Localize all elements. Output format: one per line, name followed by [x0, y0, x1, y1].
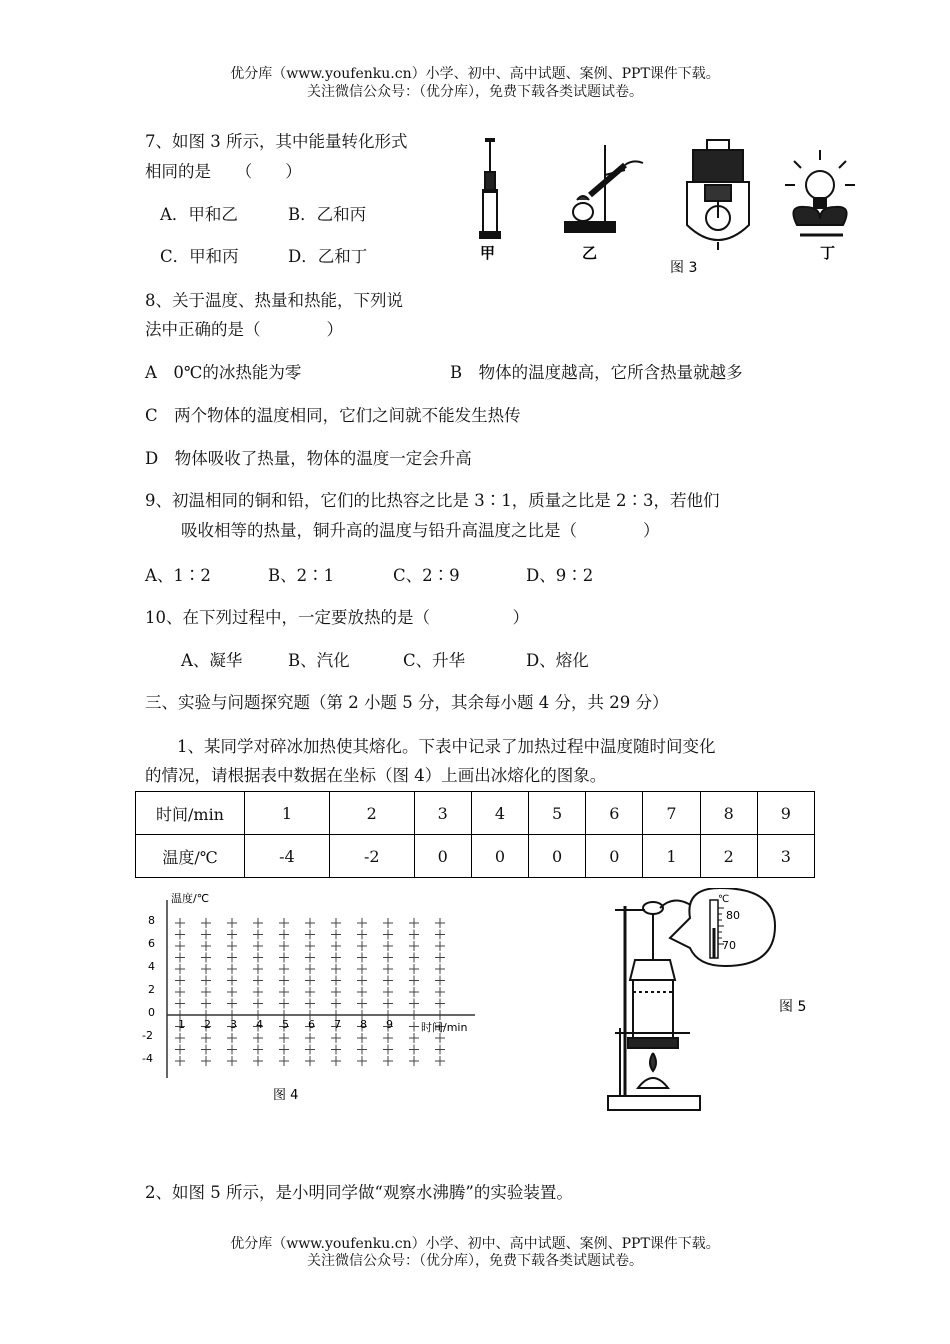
fig4-y-tick: 2: [148, 983, 155, 996]
fig4-y-tick: 8: [148, 914, 155, 927]
table-cell: 2: [329, 792, 414, 835]
figure-3: [465, 130, 885, 280]
q10-option-c: C、升华: [403, 651, 466, 670]
q7-option-d: D．乙和丁: [288, 247, 368, 266]
figure-5: [600, 888, 850, 1118]
q8-option-b: B 物体的温度越高，它所含热量就越多: [450, 363, 743, 382]
table-cell: 4: [471, 792, 528, 835]
table-cell: 2: [700, 835, 757, 878]
fig5-scale-70: 70: [722, 939, 736, 952]
section-3-p2: 2、如图 5 所示，是小明同学做“观察水沸腾”的实验装置。: [145, 1183, 573, 1202]
table-cell: 8: [700, 792, 757, 835]
fig3-label-ding: 丁: [820, 244, 836, 262]
table-row-time: [136, 792, 815, 835]
q7-option-c: C．甲和丙: [160, 247, 239, 266]
fig3-heating-tube-icon: [565, 145, 643, 232]
fig4-x-label: 时间/min: [421, 1021, 468, 1034]
fig4-y-tick: -2: [142, 1029, 153, 1042]
fig5-unit-label: ℃: [718, 894, 730, 905]
q8-stem-2: 法中正确的是（ ）: [145, 320, 343, 339]
q7-option-b: B．乙和丙: [288, 205, 367, 224]
fig3-engine-icon: [687, 140, 749, 250]
fig4-grid: [175, 918, 445, 1066]
q7-option-a: A．甲和乙: [160, 205, 238, 224]
table-cell: 0: [414, 835, 471, 878]
fig4-x-tick: 3: [230, 1018, 237, 1031]
fig4-caption: 图 4: [273, 1088, 299, 1103]
q10-option-a: A、凝华: [181, 651, 243, 670]
q10-option-d: D、熔化: [526, 651, 589, 670]
fig3-pump-icon: [480, 140, 500, 238]
figure-4: [135, 888, 485, 1108]
fig5-scale-80: 80: [726, 909, 740, 922]
section-3-title: 三、实验与问题探究题（第 2 小题 5 分，其余每小题 4 分，共 29 分）: [145, 693, 669, 712]
fig5-beaker: [633, 980, 673, 1038]
fig4-y-tick: -4: [142, 1052, 153, 1065]
fig4-x-tick: 2: [204, 1018, 211, 1031]
q7-stem-1: 7、如图 3 所示，其中能量转化形式: [145, 132, 408, 151]
table-cell: 1: [643, 835, 700, 878]
table-cell: 3: [414, 792, 471, 835]
header-line-1: 优分库（www.youfenku.cn）小学、初中、高中试题、案例、PPT课件下载。: [230, 66, 720, 82]
fig4-x-tick: 4: [256, 1018, 263, 1031]
q10-stem: 10、在下列过程中，一定要放热的是（ ）: [145, 608, 529, 627]
q8-option-c: C 两个物体的温度相同，它们之间就不能发生热传: [145, 406, 521, 425]
fig4-y-tick: 0: [148, 1006, 155, 1019]
fig5-flame-icon: [650, 1053, 656, 1071]
fig5-burner: [638, 1078, 668, 1088]
table-header-time: 时间/min: [136, 792, 245, 835]
footer-line-1: 优分库（www.youfenku.cn）小学、初中、高中试题、案例、PPT课件下载。: [230, 1236, 720, 1252]
fig4-y-tick: 4: [148, 960, 155, 973]
q9-stem-1: 9、初温相同的铜和铅，它们的比热容之比是 3∶1，质量之比是 2∶3，若他们: [145, 491, 720, 510]
fig5-stand-base: [608, 1096, 700, 1110]
q8-stem-1: 8、关于温度、热量和热能，下列说: [145, 291, 403, 310]
fig4-x-tick: 7: [334, 1018, 341, 1031]
fig4-x-tick: 9: [386, 1018, 393, 1031]
q10-option-b: B、汽化: [288, 651, 350, 670]
table-cell: 9: [757, 792, 814, 835]
table-cell: 6: [586, 792, 643, 835]
table-cell: 0: [471, 835, 528, 878]
footer-line-2: 关注微信公众号：（优分库），免费下载各类试题试卷。: [307, 1253, 643, 1269]
fig5-zoom-bubble: [670, 888, 775, 966]
table-cell: 0: [586, 835, 643, 878]
table-header-temperature: 温度/℃: [136, 835, 245, 878]
table-cell: 7: [643, 792, 700, 835]
fig4-y-tick: 6: [148, 937, 155, 950]
q8-option-a: A 0℃的冰热能为零: [145, 363, 302, 382]
table-row-temperature: [136, 835, 815, 878]
q9-option-b: B、2∶1: [268, 566, 335, 585]
section-3-p1-line-1: 1、某同学对碎冰加热使其熔化。下表中记录了加热过程中温度随时间变化: [177, 737, 716, 756]
fig4-x-tick: 5: [282, 1018, 289, 1031]
data-table: [135, 791, 815, 878]
q9-option-c: C、2∶9: [393, 566, 460, 585]
fig3-label-yi: 乙: [582, 244, 598, 262]
table-cell: 1: [245, 792, 330, 835]
fig4-x-tick: 8: [360, 1018, 367, 1031]
fig5-lid: [630, 960, 675, 980]
fig4-y-label: 温度/℃: [171, 892, 210, 905]
fig3-caption: 图 3: [670, 260, 698, 276]
q7-stem-2: 相同的是 （ ）: [145, 162, 302, 181]
fig3-label-jia: 甲: [480, 244, 496, 262]
fig5-caption: 图 5: [779, 999, 807, 1015]
fig4-x-tick: 1: [178, 1018, 185, 1031]
section-3-p1-line-2: 的情况，请根据表中数据在坐标（图 4）上画出冰熔化的图象。: [145, 766, 607, 785]
table-cell: 5: [529, 792, 586, 835]
table-cell: -4: [245, 835, 330, 878]
table-cell: -2: [329, 835, 414, 878]
table-cell: 3: [757, 835, 814, 878]
fig3-bulb-icon: [785, 150, 855, 235]
header-line-2: 关注微信公众号：（优分库），免费下载各类试题试卷。: [307, 84, 643, 100]
q9-option-a: A、1∶2: [145, 566, 211, 585]
table-cell: 0: [529, 835, 586, 878]
q9-stem-2: 吸收相等的热量，铜升高的温度与铅升高温度之比是（ ）: [181, 521, 660, 540]
q8-option-d: D 物体吸收了热量，物体的温度一定会升高: [145, 449, 472, 468]
q9-option-d: D、9∶2: [526, 566, 594, 585]
fig4-x-tick: 6: [308, 1018, 315, 1031]
fig5-gauze: [628, 1038, 678, 1048]
